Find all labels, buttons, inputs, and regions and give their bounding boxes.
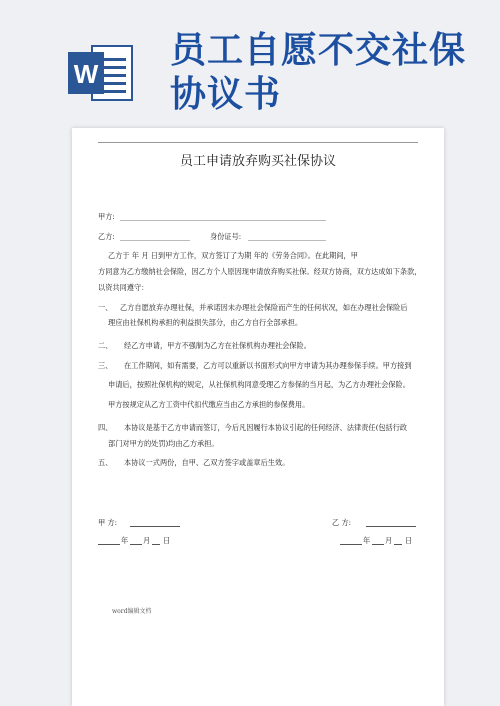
party-b-label: 乙方: — [98, 232, 115, 241]
word-icon — [66, 44, 136, 102]
party-a-label: 甲方: — [98, 212, 115, 221]
clause-number: 一、 — [98, 303, 113, 312]
clause-line: 申请后，按照社保机构的规定，从社保机构同意受理乙方参保的当月起，为乙方办理社会保险。 — [108, 380, 410, 389]
clause-line: 理应由社保机构承担的利益损失部分，由乙方自行全部承担。 — [108, 318, 303, 327]
clause-line: 在工作期间，如有需要，乙方可以重新以书面形式向甲方申请为其办理参保手续。甲方接到 — [124, 361, 412, 370]
footer-note: word编辑文档 — [112, 608, 152, 615]
clause-line: 本协议是基于乙方申请而签订，今后凡因履行本协议引起的任何经济、法律责任(包括行政 — [124, 423, 408, 432]
date-year: 年 — [363, 536, 371, 545]
party-a-signature-blank — [130, 526, 180, 527]
clause-line: 乙方自愿放弃办理社保，并承诺因未办理社会保险而产生的任何状况，如在办理社会保险后 — [120, 303, 408, 312]
party-a-signature-label: 甲 方: — [98, 518, 118, 527]
intro-line: 以资共同遵守： — [98, 283, 149, 292]
date-day: 日 — [405, 536, 413, 545]
header-rule — [98, 142, 418, 143]
intro-line: 乙方于 年 月 日到甲方工作，双方签订了为期 年的《劳务合同》。在此期间，甲 — [108, 251, 358, 260]
clause-line: 甲方按规定从乙方工资中代扣代缴应当由乙方承担的参保费用。 — [108, 400, 310, 409]
banner-title-line1: 员工自愿不交社保 — [170, 30, 467, 71]
date-month: 月 — [385, 536, 393, 545]
id-label: 身份证号: — [210, 232, 242, 241]
party-b-signature-label: 乙 方: — [332, 518, 352, 527]
clause-line: 部门对甲方的处罚)均由乙方承担。 — [108, 439, 219, 448]
clause-number: 五、 — [98, 458, 113, 467]
document-page — [72, 128, 444, 706]
clause-line: 本协议一式两份，自甲、乙双方签字或盖章后生效。 — [124, 458, 290, 467]
date-day: 日 — [163, 536, 171, 545]
clause-number: 三、 — [98, 361, 113, 370]
id-blank — [248, 240, 326, 241]
clause-line: 经乙方申请，甲方不强制为乙方在社保机构办理社会保险。 — [124, 341, 311, 350]
date-year: 年 — [121, 536, 129, 545]
party-b-signature-blank — [366, 526, 416, 527]
document-title: 员工申请放弃购买社保协议 — [179, 154, 336, 169]
party-a-blank — [120, 220, 326, 221]
date-month: 月 — [143, 536, 151, 545]
logo-letter: W — [73, 59, 99, 89]
banner-title-line2: 协议书 — [170, 74, 282, 115]
party-b-blank — [120, 240, 190, 241]
banner — [0, 0, 500, 120]
clause-number: 四、 — [98, 423, 113, 432]
intro-line: 方同意为乙方缴纳社会保险，因乙方个人原因现申请放弃购买社保。经双方协商，双方达成如下条款， — [98, 267, 422, 276]
clause-number: 二、 — [98, 341, 113, 350]
